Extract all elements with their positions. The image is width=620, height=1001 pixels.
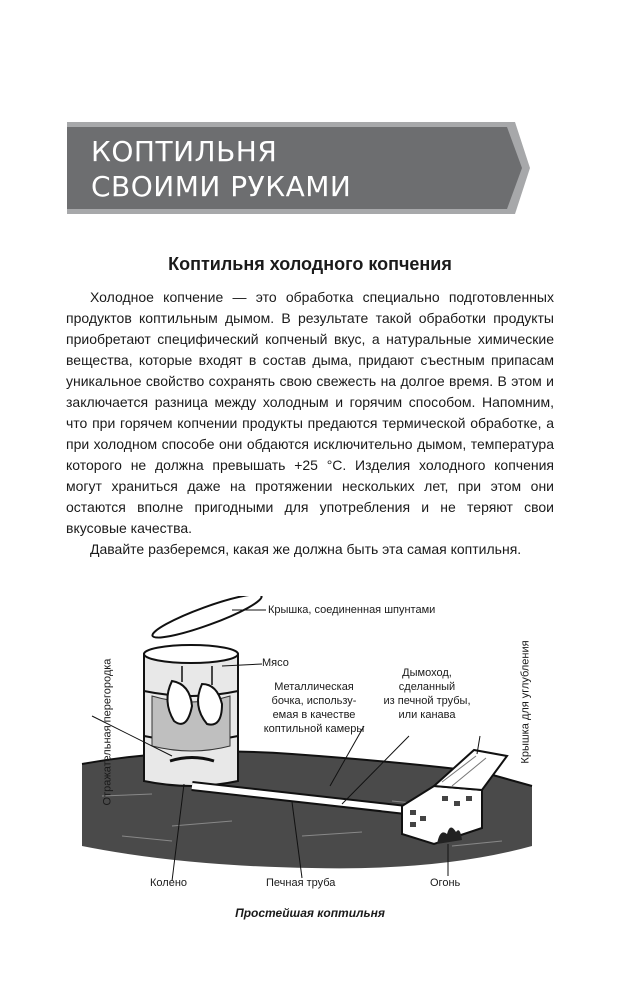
label-chimney — [367, 666, 487, 722]
label-lid: Крышка, соединенная шпунтами — [268, 604, 436, 616]
label-chimney-line1: Дымоход, — [402, 667, 452, 679]
smokehouse-drawing — [62, 596, 562, 901]
label-pipe: Печная труба — [266, 877, 336, 889]
label-barrel-line4: коптильной камеры — [263, 723, 365, 735]
label-chimney-line4: или канава — [398, 709, 456, 721]
label-barrel-line2: бочка, использу- — [271, 695, 357, 707]
label-pit-lid: Крышка для углубления — [519, 640, 532, 764]
paragraph-1: Холодное копчение — это обработка специально подготовленных продуктов коптильным дымом. В результате такой обработки продукты приобретают специфический копченый вкус, а натуральные химические вещества, которые входят в состав дыма, придают съестным припасам уникальное свойство сохранять свою свежесть на долгое время. В этом и заключается разница между холодным и горячим способом. Напомним, что при горячем копчении продукты предаются термической обработке, а при холодном способе они обдаются исключительно дымом, температура которого не должна превышать +25 °С. Изделия холодного копчения могут храниться даже на протяжении нескольких лет, при этом они остаются вполне пригодными для употребления и не теряют свои вкусовые качества. — [66, 289, 554, 536]
smokehouse-illustration — [62, 596, 562, 901]
chapter-title-line2: СВОИМИ РУКАМИ — [91, 170, 352, 203]
label-meat: Мясо — [262, 657, 289, 669]
label-barrel-line3: емая в качестве — [272, 709, 356, 721]
label-barrel — [254, 680, 374, 736]
chapter-banner — [67, 122, 530, 214]
paragraph-2: Давайте разберемся, какая же должна быть эта самая коптильня. — [90, 541, 522, 557]
label-chimney-line2: сделанный — [398, 681, 456, 693]
section-title: Коптильня холодного копчения — [168, 254, 452, 274]
chapter-title-line1: КОПТИЛЬНЯ — [91, 135, 278, 168]
label-elbow: Колено — [150, 877, 188, 889]
body-text — [66, 287, 554, 560]
chapter-title — [91, 134, 351, 204]
label-reflector: Отражательная перегородка — [101, 658, 114, 806]
label-chimney-line3: из печной трубы, — [383, 695, 471, 707]
label-barrel-line1: Металлическая — [274, 681, 354, 693]
figure-caption: Простейшая коптильня — [235, 906, 385, 920]
label-fire: Огонь — [430, 877, 461, 889]
